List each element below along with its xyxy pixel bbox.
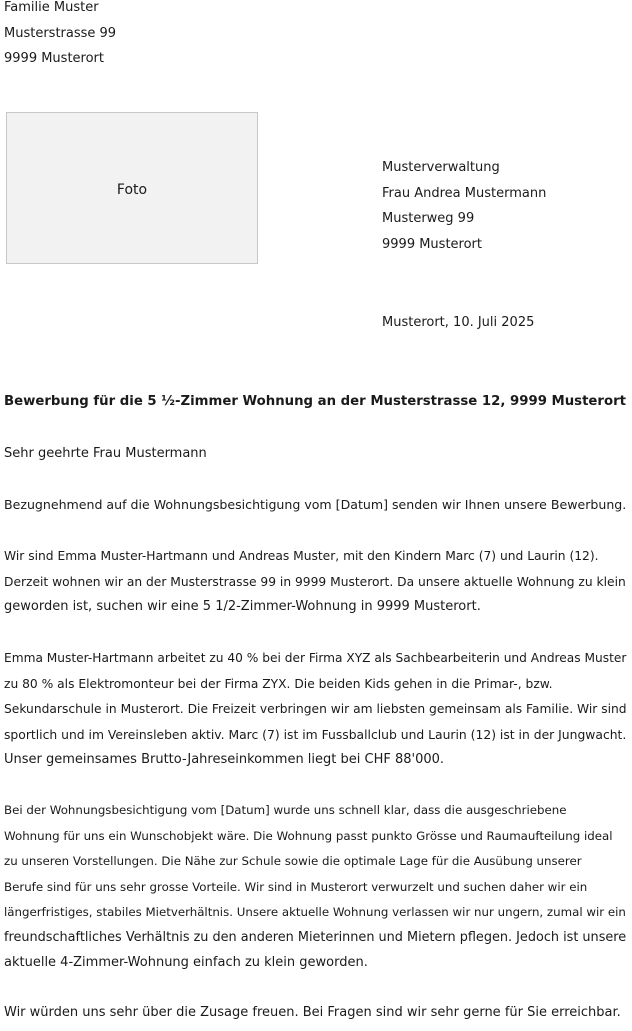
paragraph-line: Bezugnehmend auf die Wohnungsbesichtigung vom [Datum] senden wir Ihnen unsere Bewerbung.: [4, 497, 627, 512]
photo-label: Foto: [116, 182, 148, 198]
sender-name: Familie Muster: [4, 0, 99, 15]
paragraph-line: Wir würden uns sehr über die Zusage freuen. Bei Fragen sind wir sehr gerne für Sie erreichbar.: [4, 1005, 621, 1020]
recipient-company: Musterverwaltung: [382, 160, 500, 175]
paragraph-line: zu 80 % als Elektromonteur bei der Firma ZYX. Die beiden Kids gehen in die Primar-, bzw.: [4, 676, 553, 691]
sender-address: [4, 0, 116, 77]
paragraph-closing: [4, 1005, 621, 1031]
recipient-street: Musterweg 99: [382, 211, 475, 226]
photo-placeholder: [6, 112, 258, 264]
sender-street: Musterstrasse 99: [4, 25, 117, 41]
paragraph-line: Emma Muster-Hartmann arbeitet zu 40 % bei der Firma XYZ als Sachbearbeiterin und Andreas Muster: [4, 651, 627, 665]
paragraph-line: Wir sind Emma Muster-Hartmann und Andreas Muster, mit den Kindern Marc (7) und Laurin (12).: [4, 549, 599, 563]
salutation-text: Sehr geehrte Frau Mustermann: [4, 446, 207, 461]
letter-date: Musterort, 10. Juli 2025: [382, 315, 535, 330]
paragraph-family: [4, 548, 626, 625]
letter-subject: Bewerbung für die 5 ½-Zimmer Wohnung an der Musterstrasse 12, 9999 Musterort: [4, 394, 626, 409]
paragraph-line: Bei der Wohnungsbesichtigung vom [Datum] wurde uns schnell klar, dass die ausgeschriebene: [4, 803, 567, 817]
salutation: [4, 446, 207, 472]
paragraph-line: Sekundarschule in Musterort. Die Freizeit verbringen wir am liebsten gemeinsam als Familie. Wir sind: [4, 702, 627, 716]
paragraph-motivation: [4, 802, 626, 981]
recipient-city: 9999 Musterort: [382, 236, 482, 252]
paragraph-line: Wohnung für uns ein Wunschobjekt wäre. Die Wohnung passt punkto Grösse und Raumaufteilung ideal: [4, 828, 613, 843]
paragraph-line: zu unseren Vorstellungen. Die Nähe zur Schule sowie die optimale Lage für die Ausübung unserer: [4, 854, 582, 868]
paragraph-line: Derzeit wohnen wir an der Musterstrasse 99 in 9999 Musterort. Da unsere aktuelle Wohnung zu klein: [4, 574, 626, 589]
paragraph-line: längerfristiges, stabiles Mietverhältnis. Unsere aktuelle Wohnung verlassen wir nur ungern, zumal wir ein: [4, 905, 626, 919]
paragraph-line: aktuelle 4-Zimmer-Wohnung einfach zu klein geworden.: [4, 955, 368, 970]
paragraph-line: freundschaftliches Verhältnis zu den anderen Mieterinnen und Mietern pflegen. Jedoch ist unsere: [4, 929, 627, 945]
recipient-person: Frau Andrea Mustermann: [382, 185, 547, 201]
sender-city: 9999 Musterort: [4, 51, 104, 66]
paragraph-work: [4, 650, 627, 778]
paragraph-line: Unser gemeinsames Brutto-Jahreseinkommen liegt bei CHF 88'000.: [4, 752, 445, 767]
paragraph-line: sportlich und im Vereinsleben aktiv. Marc (7) ist im Fussballclub und Laurin (12) ist in der Jungwacht.: [4, 727, 627, 742]
paragraph-line: geworden ist, suchen wir eine 5 1/2-Zimmer-Wohnung in 9999 Musterort.: [4, 599, 481, 614]
paragraph-intro: [4, 497, 626, 523]
paragraph-line: Berufe sind für uns sehr grosse Vorteile. Wir sind in Musterort verwurzelt und suchen daher wir ein: [4, 879, 588, 894]
recipient-address: [382, 160, 546, 262]
